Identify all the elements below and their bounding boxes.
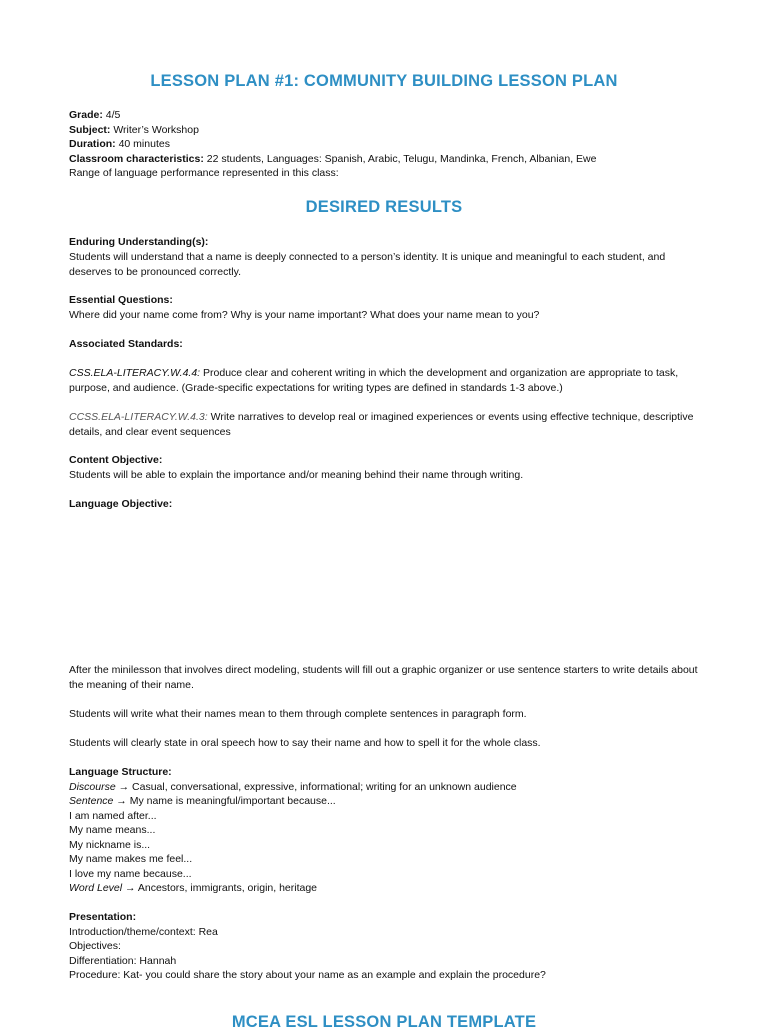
content-objective-text: Students will be able to explain the importance and/or meaning behind their name through writing.	[69, 469, 524, 481]
grade-label: Grade:	[69, 109, 103, 121]
standard-1-text: Produce clear and coherent writing in which the development and organization are appropriate to task, purpose, and audience. (Grade-specific expectations for writing types are defined in standards 1-3 above.)	[69, 367, 679, 394]
presentation-line: Differentiation: Hannah	[69, 954, 177, 967]
standard-1	[69, 366, 699, 395]
standard-1-code: CSS.ELA-LITERACY.W.4.4:	[69, 367, 201, 379]
essential-label: Essential Questions:	[69, 294, 173, 306]
duration-label: Duration:	[69, 138, 116, 150]
content-objective-label: Content Objective:	[69, 454, 163, 466]
subject-value: Writer’s Workshop	[110, 123, 199, 136]
enduring-label: Enduring Understanding(s):	[69, 236, 209, 248]
standard-2-text: Write narratives to develop real or imagined experiences or events using effective technique, descriptive details, and clear event sequences	[69, 411, 694, 438]
word-level-line	[69, 881, 317, 896]
word-level-label: Word Level	[69, 882, 123, 894]
language-objective-label: Language Objective:	[69, 498, 173, 510]
discourse-text: → Casual, conversational, expressive, informational; writing for an unknown audience	[115, 780, 517, 793]
objective-paragraph: Students will clearly state in oral speech how to say their name and how to spell it for the whole class.	[69, 737, 541, 749]
characteristics-label: Classroom characteristics:	[69, 152, 204, 165]
language-structure-label: Language Structure:	[69, 766, 172, 778]
duration-value: 40 minutes	[115, 138, 170, 150]
enduring-text: Students will understand that a name is deeply connected to a person’s identity. It is unique and meaningful to each student, and deserves to be pronounced correctly.	[69, 251, 666, 278]
subject-label: Subject:	[69, 123, 111, 136]
sentence-line	[69, 794, 336, 809]
discourse-line	[69, 780, 517, 795]
footer-title: MCEA ESL LESSON PLAN TEMPLATE	[231, 1013, 537, 1031]
subject-line	[69, 123, 199, 138]
sentence-starter: I love my name because...	[69, 867, 192, 880]
sentence-starter: My name means...	[69, 824, 156, 836]
standards-label: Associated Standards:	[69, 338, 183, 350]
sentence-starter: My nickname is...	[69, 838, 151, 851]
word-level-text: → Ancestors, immigrants, origin, heritage	[122, 882, 318, 894]
discourse-label: Discourse	[69, 780, 116, 793]
grade-line	[69, 108, 120, 123]
desired-results-heading: DESIRED RESULTS	[305, 198, 463, 216]
sentence-text: → My name is meaningful/important because...	[113, 795, 336, 807]
characteristics-line	[69, 152, 596, 167]
objective-paragraph: After the minilesson that involves direct modeling, students will fill out a graphic organizer or use sentence starters to write details about the meaning of their name.	[69, 664, 698, 691]
objective-paragraph: Students will write what their names mean to them through complete sentences in paragraph form.	[69, 708, 527, 720]
grade-value: 4/5	[102, 109, 121, 121]
lesson-title: LESSON PLAN #1: COMMUNITY BUILDING LESSON PLAN	[150, 72, 618, 90]
characteristics-value: 22 students, Languages: Spanish, Arabic, Telugu, Mandinka, French, Albanian, Ewe	[203, 152, 597, 165]
standard-2	[69, 410, 699, 439]
standard-2-code: CCSS.ELA-LITERACY.W.4.3:	[69, 411, 208, 423]
presentation-line: Procedure: Kat- you could share the story about your name as an example and explain the procedure?	[69, 969, 546, 981]
presentation-line: Objectives:	[69, 940, 121, 952]
duration-line	[69, 137, 170, 152]
range-line: Range of language performance represented in this class:	[69, 167, 339, 179]
essential-text: Where did your name come from? Why is your name important? What does your name mean to you?	[69, 309, 540, 321]
sentence-starter: My name makes me feel...	[69, 853, 193, 865]
presentation-line: Introduction/theme/context: Rea	[69, 925, 218, 938]
sentence-label: Sentence	[69, 795, 114, 807]
sentence-starter: I am named after...	[69, 809, 157, 822]
presentation-label: Presentation:	[69, 911, 137, 923]
